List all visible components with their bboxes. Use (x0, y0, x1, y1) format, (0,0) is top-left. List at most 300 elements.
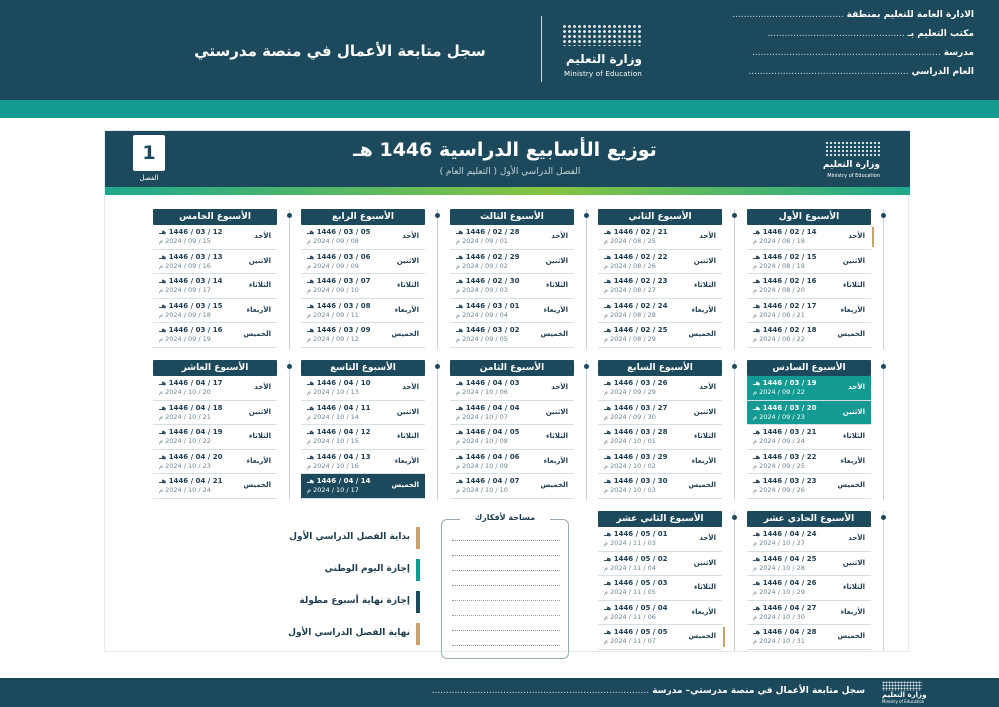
legend-item-semester-start (255, 523, 420, 555)
gregorian-date: 01 / 09 / 2024 م (456, 237, 508, 245)
gregorian-date: 30 / 10 / 2024 م (753, 612, 805, 621)
day-dates (159, 404, 223, 422)
day-name: الخميس (391, 481, 419, 490)
semester-number-badge: 1 (133, 135, 165, 171)
week-title: الأسبوع الخامس (153, 209, 277, 225)
hijri-date: 02 / 03 / 1446 هـ (456, 326, 520, 335)
ideas-line (452, 555, 560, 556)
ideas-line (452, 585, 560, 586)
hijri-date: 14 / 03 / 1446 هـ (159, 277, 223, 286)
day-dates (604, 453, 668, 471)
day-dates (604, 555, 668, 573)
gregorian-date: 02 / 10 / 2024 م (604, 461, 656, 470)
day-dates (307, 326, 371, 344)
day-dates (456, 453, 520, 471)
day-dates (753, 428, 817, 446)
hijri-date: 22 / 03 / 1446 هـ (753, 452, 817, 461)
day-name: الأربعاء (543, 456, 568, 465)
day-name: الثلاثاء (248, 281, 271, 290)
day-row (598, 376, 722, 401)
gregorian-date: 10 / 10 / 2024 م (456, 486, 508, 495)
week-title: الأسبوع الحادي عشر (747, 511, 871, 527)
gregorian-date: 27 / 10 / 2024 م (753, 539, 805, 547)
legend-swatch (416, 623, 420, 645)
day-dates (159, 477, 223, 495)
day-dates (456, 428, 520, 446)
day-name: الثلاثاء (693, 281, 716, 290)
day-dates (307, 428, 371, 446)
day-name: الأربعاء (691, 607, 716, 616)
gregorian-date: 02 / 09 / 2024 م (456, 261, 508, 270)
gregorian-date: 03 / 09 / 2024 م (456, 286, 508, 295)
day-name: الأحد (551, 232, 568, 240)
day-dates (604, 604, 668, 622)
day-row (301, 274, 425, 299)
gregorian-date: 22 / 09 / 2024 م (753, 388, 805, 396)
day-name: الأربعاء (246, 456, 271, 465)
day-dates (604, 428, 668, 446)
gregorian-date: 10 / 09 / 2024 م (307, 286, 359, 295)
day-dates (604, 628, 668, 646)
day-name: الأحد (699, 383, 716, 391)
day-name: الاثنين (248, 256, 271, 265)
day-row (301, 425, 425, 450)
hijri-date: 20 / 04 / 1446 هـ (159, 452, 223, 461)
day-name: الأحد (699, 534, 716, 542)
field-dots: ....................................... (732, 10, 844, 20)
day-row (450, 425, 574, 450)
gregorian-date: 19 / 09 / 2024 م (159, 335, 211, 344)
gregorian-date: 29 / 10 / 2024 م (753, 588, 805, 597)
hijri-date: 25 / 04 / 1446 هـ (753, 554, 817, 563)
hijri-date: 14 / 04 / 1446 هـ (307, 477, 371, 486)
day-name: الاثنين (396, 407, 419, 416)
gregorian-date: 23 / 10 / 2024 م (159, 461, 211, 470)
gregorian-date: 30 / 09 / 2024 م (604, 412, 656, 421)
week-block (450, 360, 574, 499)
gregorian-date: 17 / 09 / 2024 م (159, 286, 211, 295)
day-dates (753, 628, 817, 646)
day-name: الأحد (848, 232, 865, 240)
gregorian-date: 03 / 10 / 2024 م (604, 486, 656, 495)
gregorian-date: 20 / 08 / 2024 م (753, 286, 805, 295)
week-title: الأسبوع التاسع (301, 360, 425, 376)
week-rail-dot-icon (287, 364, 292, 369)
hijri-date: 24 / 02 / 1446 هـ (604, 301, 668, 310)
hijri-date: 18 / 02 / 1446 هـ (753, 326, 817, 335)
week-block (301, 209, 425, 348)
hijri-date: 04 / 05 / 1446 هـ (604, 603, 668, 612)
hijri-date: 16 / 03 / 1446 هـ (159, 326, 223, 335)
week-block (153, 360, 277, 499)
day-row (153, 425, 277, 450)
gregorian-date: 03 / 11 / 2024 م (604, 539, 656, 547)
hijri-date: 22 / 02 / 1446 هـ (604, 252, 668, 261)
day-dates (604, 228, 668, 246)
day-row (450, 376, 574, 401)
day-name: الثلاثاء (248, 432, 271, 441)
hijri-date: 12 / 03 / 1446 هـ (159, 228, 223, 236)
week-rail (883, 209, 884, 349)
gregorian-date: 19 / 08 / 2024 م (753, 261, 805, 270)
day-row (747, 401, 871, 426)
week-title: الأسبوع الأول (747, 209, 871, 225)
field-academic-year (744, 67, 974, 86)
day-dates (604, 302, 668, 320)
day-dates (753, 477, 817, 495)
week-title: الأسبوع الثالث (450, 209, 574, 225)
day-name: الأربعاء (543, 305, 568, 314)
hijri-date: 21 / 02 / 1446 هـ (604, 228, 668, 236)
day-name: الخميس (391, 330, 419, 339)
day-row (450, 274, 574, 299)
day-name: الخميس (688, 632, 716, 641)
day-name: الاثنين (693, 256, 716, 265)
day-row (747, 601, 871, 626)
day-row (747, 552, 871, 577)
gregorian-date: 24 / 10 / 2024 م (159, 486, 211, 495)
day-dates (753, 379, 817, 397)
gregorian-date: 16 / 09 / 2024 م (159, 261, 211, 270)
footer (0, 678, 999, 707)
week-block (301, 360, 425, 499)
gregorian-date: 18 / 08 / 2024 م (753, 237, 805, 245)
day-dates (604, 253, 668, 271)
day-dates (753, 453, 817, 471)
week-rail-dot-icon (881, 364, 886, 369)
header-divider (541, 16, 542, 82)
day-row (598, 450, 722, 475)
day-row (747, 576, 871, 601)
day-dates (456, 277, 520, 295)
day-name: الاثنين (693, 558, 716, 567)
hijri-date: 03 / 05 / 1446 هـ (604, 579, 668, 588)
day-dates (753, 555, 817, 573)
day-dates (456, 302, 520, 320)
gregorian-date: 24 / 09 / 2024 م (753, 437, 805, 446)
day-name: الاثنين (396, 256, 419, 265)
day-dates (456, 326, 520, 344)
gregorian-date: 01 / 10 / 2024 م (604, 437, 656, 446)
day-name: الأحد (254, 383, 271, 391)
week-rail-dot-icon (881, 213, 886, 218)
day-dates (159, 253, 223, 271)
gregorian-date: 21 / 08 / 2024 م (753, 310, 805, 319)
week-rail (883, 360, 884, 500)
hijri-date: 05 / 04 / 1446 هـ (456, 428, 520, 437)
legend-label: نهاية الفصل الدراسي الأول (288, 628, 410, 638)
day-row (747, 527, 871, 552)
day-row (153, 450, 277, 475)
hijri-date: 04 / 04 / 1446 هـ (456, 403, 520, 412)
day-dates (307, 253, 371, 271)
field-label: الادارة العامة للتعليم بمنطقة (846, 10, 974, 20)
legend-swatch (416, 559, 420, 581)
day-name: الثلاثاء (842, 281, 865, 290)
week-rail-dot-icon (584, 213, 589, 218)
day-name: الثلاثاء (545, 281, 568, 290)
ideas-line (452, 570, 560, 571)
ideas-line (452, 630, 560, 631)
day-row (598, 299, 722, 324)
field-label: مدرسة (943, 48, 974, 58)
day-row (598, 527, 722, 552)
day-row (153, 225, 277, 250)
week-block (450, 209, 574, 348)
day-row (747, 425, 871, 450)
day-row (153, 376, 277, 401)
gregorian-date: 25 / 08 / 2024 م (604, 237, 656, 245)
week-rail-dot-icon (732, 213, 737, 218)
day-row (747, 625, 871, 650)
day-row (450, 450, 574, 475)
week-rail (734, 511, 735, 651)
legend-item-national-day (255, 555, 420, 587)
ministry-logo (560, 24, 650, 80)
hijri-date: 12 / 04 / 1446 هـ (307, 428, 371, 437)
day-row (747, 474, 871, 499)
gregorian-date: 05 / 11 / 2024 م (604, 588, 656, 597)
day-row (747, 299, 871, 324)
day-row (450, 225, 574, 250)
hijri-date: 03 / 04 / 1446 هـ (456, 379, 520, 387)
week-title: الأسبوع الرابع (301, 209, 425, 225)
day-row (598, 474, 722, 499)
day-name: الأربعاء (394, 456, 419, 465)
day-row (153, 274, 277, 299)
field-label: مكتب التعليم بـ (907, 29, 974, 39)
week-rail-dot-icon (881, 515, 886, 520)
day-row (153, 250, 277, 275)
gregorian-date: 15 / 10 / 2024 م (307, 437, 359, 446)
day-dates (307, 477, 371, 495)
field-dots: ........................................................ (748, 67, 909, 77)
hijri-date: 05 / 03 / 1446 هـ (307, 228, 371, 236)
day-dates (159, 228, 223, 246)
day-row (598, 552, 722, 577)
hijri-date: 21 / 04 / 1446 هـ (159, 477, 223, 486)
day-dates (753, 253, 817, 271)
gregorian-date: 11 / 09 / 2024 م (307, 310, 359, 319)
field-dots: .................................................................. (752, 48, 941, 58)
day-dates (753, 277, 817, 295)
gregorian-date: 27 / 08 / 2024 م (604, 286, 656, 295)
day-dates (307, 379, 371, 397)
day-name: الثلاثاء (693, 583, 716, 592)
day-dates (753, 228, 817, 246)
gregorian-date: 26 / 09 / 2024 م (753, 486, 805, 495)
day-row (450, 299, 574, 324)
gregorian-date: 07 / 10 / 2024 م (456, 412, 508, 421)
hijri-date: 07 / 04 / 1446 هـ (456, 477, 520, 486)
card-logo-dots-icon (825, 141, 880, 157)
week-block (747, 209, 871, 348)
legend-label: إجازة اليوم الوطني (324, 564, 410, 574)
gregorian-date: 16 / 10 / 2024 م (307, 461, 359, 470)
day-name: الثلاثاء (693, 432, 716, 441)
week-title: الأسبوع السادس (747, 360, 871, 376)
gregorian-date: 04 / 11 / 2024 م (604, 563, 656, 572)
day-row (301, 250, 425, 275)
footer-ministry-name-en: Ministry of Education (882, 699, 925, 704)
hijri-date: 26 / 04 / 1446 هـ (753, 579, 817, 588)
week-block (598, 511, 722, 650)
gregorian-date: 14 / 10 / 2024 م (307, 412, 359, 421)
week-rail-dot-icon (584, 364, 589, 369)
hijri-date: 27 / 04 / 1446 هـ (753, 603, 817, 612)
gregorian-date: 22 / 08 / 2024 م (753, 335, 805, 344)
gregorian-date: 05 / 09 / 2024 م (456, 335, 508, 344)
week-rail (289, 360, 290, 500)
day-name: الاثنين (248, 407, 271, 416)
week-rail (734, 209, 735, 349)
week-rail-dot-icon (435, 364, 440, 369)
card-ministry-logo (814, 139, 884, 181)
hijri-date: 17 / 04 / 1446 هـ (159, 379, 223, 387)
day-name: الأحد (254, 232, 271, 240)
legend-item-long-weekend (255, 587, 420, 619)
day-dates (456, 228, 520, 246)
hijri-date: 02 / 05 / 1446 هـ (604, 554, 668, 563)
footer-ministry-name-ar: وزارة التعليم (882, 691, 927, 699)
day-dates (604, 579, 668, 597)
day-row (598, 425, 722, 450)
field-education-region (732, 10, 974, 29)
week-rail-dot-icon (287, 213, 292, 218)
day-name: الخميس (540, 481, 568, 490)
hijri-date: 23 / 02 / 1446 هـ (604, 277, 668, 286)
hijri-date: 11 / 04 / 1446 هـ (307, 403, 371, 412)
week-title: الأسبوع الثاني عشر (598, 511, 722, 527)
ministry-name-en: Ministry of Education (563, 70, 642, 78)
day-row (153, 323, 277, 348)
week-rail-dot-icon (732, 515, 737, 520)
week-rail (289, 209, 290, 349)
day-name: الثلاثاء (842, 432, 865, 441)
top-header (0, 0, 999, 100)
hijri-date: 28 / 03 / 1446 هـ (604, 428, 668, 437)
hijri-date: 15 / 03 / 1446 هـ (159, 301, 223, 310)
day-name: الخميس (540, 330, 568, 339)
hijri-date: 21 / 03 / 1446 هـ (753, 428, 817, 437)
gregorian-date: 21 / 10 / 2024 م (159, 412, 211, 421)
week-rail-dot-icon (732, 364, 737, 369)
hijri-date: 14 / 02 / 1446 هـ (753, 228, 817, 236)
day-name: الاثنين (545, 407, 568, 416)
legend (255, 523, 420, 651)
day-dates (604, 404, 668, 422)
hijri-date: 13 / 04 / 1446 هـ (307, 452, 371, 461)
day-dates (753, 326, 817, 344)
gregorian-date: 28 / 08 / 2024 م (604, 310, 656, 319)
gregorian-date: 29 / 08 / 2024 م (604, 335, 656, 344)
day-row (153, 474, 277, 499)
legend-label: بداية الفصل الدراسي الأول (289, 532, 410, 542)
day-name: الأحد (848, 534, 865, 542)
day-dates (307, 277, 371, 295)
day-row (301, 225, 425, 250)
ideas-notes-box[interactable] (441, 513, 569, 659)
day-dates (753, 530, 817, 548)
day-dates (456, 379, 520, 397)
gregorian-date: 22 / 10 / 2024 م (159, 437, 211, 446)
day-row (153, 299, 277, 324)
semester-label: الفصل (139, 174, 159, 182)
week-rail-dot-icon (435, 213, 440, 218)
week-block (747, 360, 871, 499)
hijri-date: 01 / 03 / 1446 هـ (456, 301, 520, 310)
day-row (301, 376, 425, 401)
hijri-date: 06 / 03 / 1446 هـ (307, 252, 371, 261)
day-name: الخميس (837, 330, 865, 339)
gregorian-date: 25 / 09 / 2024 م (753, 461, 805, 470)
hijri-date: 06 / 04 / 1446 هـ (456, 452, 520, 461)
day-name: الخميس (837, 632, 865, 641)
footer-ministry-logo (880, 681, 940, 705)
legend-label: إجازة نهاية أسبوع مطولة (299, 596, 410, 606)
day-row (747, 450, 871, 475)
day-dates (307, 302, 371, 320)
day-dates (159, 453, 223, 471)
gregorian-date: 06 / 10 / 2024 م (456, 388, 508, 396)
day-dates (159, 277, 223, 295)
field-label: العام الدراسي (911, 67, 974, 77)
header-title: سجل متابعة الأعمال في منصة مدرستي (194, 42, 486, 60)
hijri-date: 30 / 03 / 1446 هـ (604, 477, 668, 486)
gregorian-date: 09 / 09 / 2024 م (307, 261, 359, 270)
card-ministry-name-en: Ministry of Education (827, 173, 880, 179)
day-dates (159, 326, 223, 344)
field-education-office (744, 29, 974, 48)
day-dates (604, 477, 668, 495)
day-row (598, 401, 722, 426)
week-block (747, 511, 871, 650)
gregorian-date: 20 / 10 / 2024 م (159, 388, 211, 396)
gregorian-date: 15 / 09 / 2024 م (159, 237, 211, 245)
day-row (153, 401, 277, 426)
day-row (747, 376, 871, 401)
hijri-date: 28 / 02 / 1446 هـ (456, 228, 520, 236)
gregorian-date: 26 / 08 / 2024 م (604, 261, 656, 270)
hijri-date: 05 / 05 / 1446 هـ (604, 628, 668, 637)
day-name: الثلاثاء (396, 281, 419, 290)
day-dates (159, 302, 223, 320)
day-name: الأربعاء (394, 305, 419, 314)
ideas-line (452, 615, 560, 616)
day-name: الأربعاء (691, 456, 716, 465)
hijri-date: 20 / 03 / 1446 هـ (753, 403, 817, 412)
gregorian-date: 12 / 09 / 2024 م (307, 335, 359, 344)
day-name: الاثنين (545, 256, 568, 265)
gregorian-date: 31 / 10 / 2024 م (753, 637, 805, 646)
day-name: الخميس (243, 481, 271, 490)
day-name: الأربعاء (691, 305, 716, 314)
gregorian-date: 08 / 10 / 2024 م (456, 437, 508, 446)
gregorian-date: 17 / 10 / 2024 م (307, 486, 359, 495)
legend-swatch (416, 527, 420, 549)
day-dates (753, 302, 817, 320)
gregorian-date: 18 / 09 / 2024 م (159, 310, 211, 319)
day-row (450, 474, 574, 499)
day-row (598, 274, 722, 299)
week-title: الأسبوع الثاني (598, 209, 722, 225)
day-row (301, 323, 425, 348)
hijri-date: 01 / 05 / 1446 هـ (604, 530, 668, 538)
hijri-date: 15 / 02 / 1446 هـ (753, 252, 817, 261)
card-gradient-bar (105, 187, 910, 195)
day-row (747, 274, 871, 299)
hijri-date: 24 / 04 / 1446 هـ (753, 530, 817, 538)
